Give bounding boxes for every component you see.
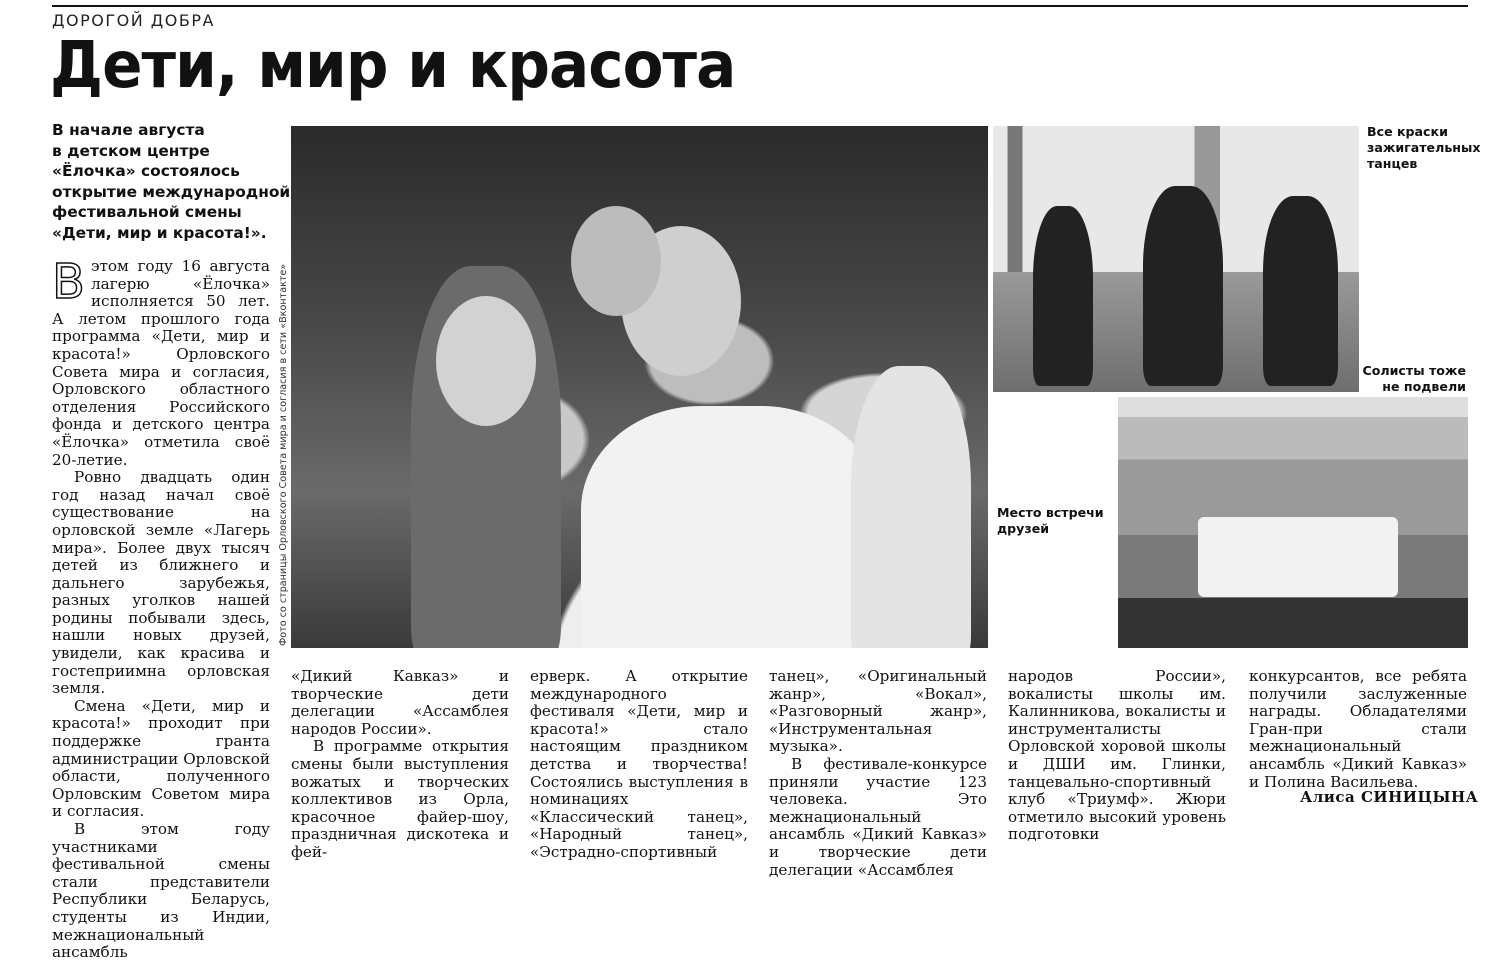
dropcap: В: [52, 254, 85, 310]
paragraph: В фестивале-конкурсе приняли участие 123 человека. Это межнациональный ансамбль «Дикий Кавказ» и творческие дети делегации «Ассамблея: [769, 754, 987, 879]
person-face: [436, 296, 536, 426]
caption-dance: Все краски зажигательных танцев: [1367, 124, 1481, 171]
caption-soloists: Солисты тоже не подвели: [1362, 363, 1466, 394]
lead-line: в детском центре: [52, 141, 210, 160]
headline: Дети, мир и красота: [50, 29, 736, 103]
main-group-photo: [291, 126, 988, 648]
lead-line: открытие международной: [52, 182, 291, 201]
person-figure: [851, 366, 971, 648]
article-column-1: [52, 254, 270, 962]
paragraph: Смена «Дети, мир и красота!» проходит при поддержке гранта администрации Орловской области, полученного Орловским Советом мира и согласия.: [52, 696, 270, 821]
lead-line: «Ёлочка» состоялось: [52, 162, 240, 181]
person-figure: [581, 406, 881, 648]
dancer-figure: [1033, 206, 1093, 386]
article-column-5: [1008, 668, 1226, 844]
lead-line: фестивальной смены: [52, 203, 242, 222]
dancer-figure: [1263, 196, 1338, 386]
paragraph: Ровно двадцать один год назад начал своё существование на орловской земле «Лагерь мира». Более двух тысяч детей из ближнего и дальнего зарубежья, разных уголков нашей родины побывали здесь, нашли новых друзей, увидели, как красива и гостеприимна орловская земля.: [52, 468, 270, 698]
lead-line: «Дети, мир и красота!».: [52, 223, 267, 242]
article-column-4: [769, 668, 987, 879]
top-rule: [52, 5, 1468, 7]
paragraph: В этом году участниками фестивальной смены стали представители Республики Беларусь, студенты из Индии, межнациональный ансамбль: [52, 820, 270, 962]
article-column-6: [1249, 668, 1467, 791]
paragraph-text: этом году 16 августа лагерю «Ёлочка» исполняется 50 лет. А летом прошлого года программа «Дети, мир и красота!» Орловского Совета мира и согласия, Орловского областного отделения Российского фонда и детского центра «Ёлочка» отметила своё 20-летие.: [52, 257, 270, 469]
paragraph: ерверк. А открытие международного фестиваля «Дети, мир и красота!» стало настоящим праздником детства и творчества! Состоялись выступления в номинациях «Классический танец», «Народный танец», «Эстрадно-спортивный: [530, 667, 748, 861]
lead-paragraph: [52, 120, 291, 244]
paragraph: «Дикий Кавказ» и творческие дети делегации «Ассамблея народов России».: [291, 667, 509, 738]
article-column-2: [291, 668, 509, 862]
paragraph: В программе открытия смены были выступления вожатых и творческих коллективов из Орла, красочное файер-шоу, праздничная дискотека и фей-: [291, 737, 509, 861]
dance-photo: [993, 126, 1359, 392]
stage-photo: [1118, 397, 1468, 648]
performers-group: [1198, 517, 1398, 597]
paragraph: [52, 254, 270, 469]
person-face: [571, 206, 661, 316]
photo-credit: [277, 263, 291, 646]
dancer-figure: [1143, 186, 1223, 386]
article-column-3: [530, 668, 748, 862]
paragraph: конкурсантов, все ребята получили заслуженные награды. Обладателями Гран-при стали межнациональный ансамбль «Дикий Кавказ» и Полина Васильева.: [1249, 667, 1467, 791]
lead-line: В начале августа: [52, 121, 205, 139]
photo-credit-text: Фото со страницы Орловского Совета мира и согласия в сети «Вконтакте»: [278, 263, 289, 646]
caption-meeting: Место встречи друзей: [997, 505, 1104, 536]
author-byline: Алиса СИНИЦЫНА: [1300, 788, 1479, 806]
paragraph: танец», «Оригинальный жанр», «Вокал», «Разговорный жанр», «Инструментальная музыка».: [769, 667, 987, 756]
paragraph: народов России», вокалисты школы им. Калинникова, вокалисты и инструменталисты Орловской хоровой школы и ДШИ им. Глинки, танцевально-спортивный клуб «Триумф». Жюри отметило высокий уровень подготовки: [1008, 667, 1226, 844]
rubric: ДОРОГОЙ ДОБРА: [52, 11, 215, 30]
